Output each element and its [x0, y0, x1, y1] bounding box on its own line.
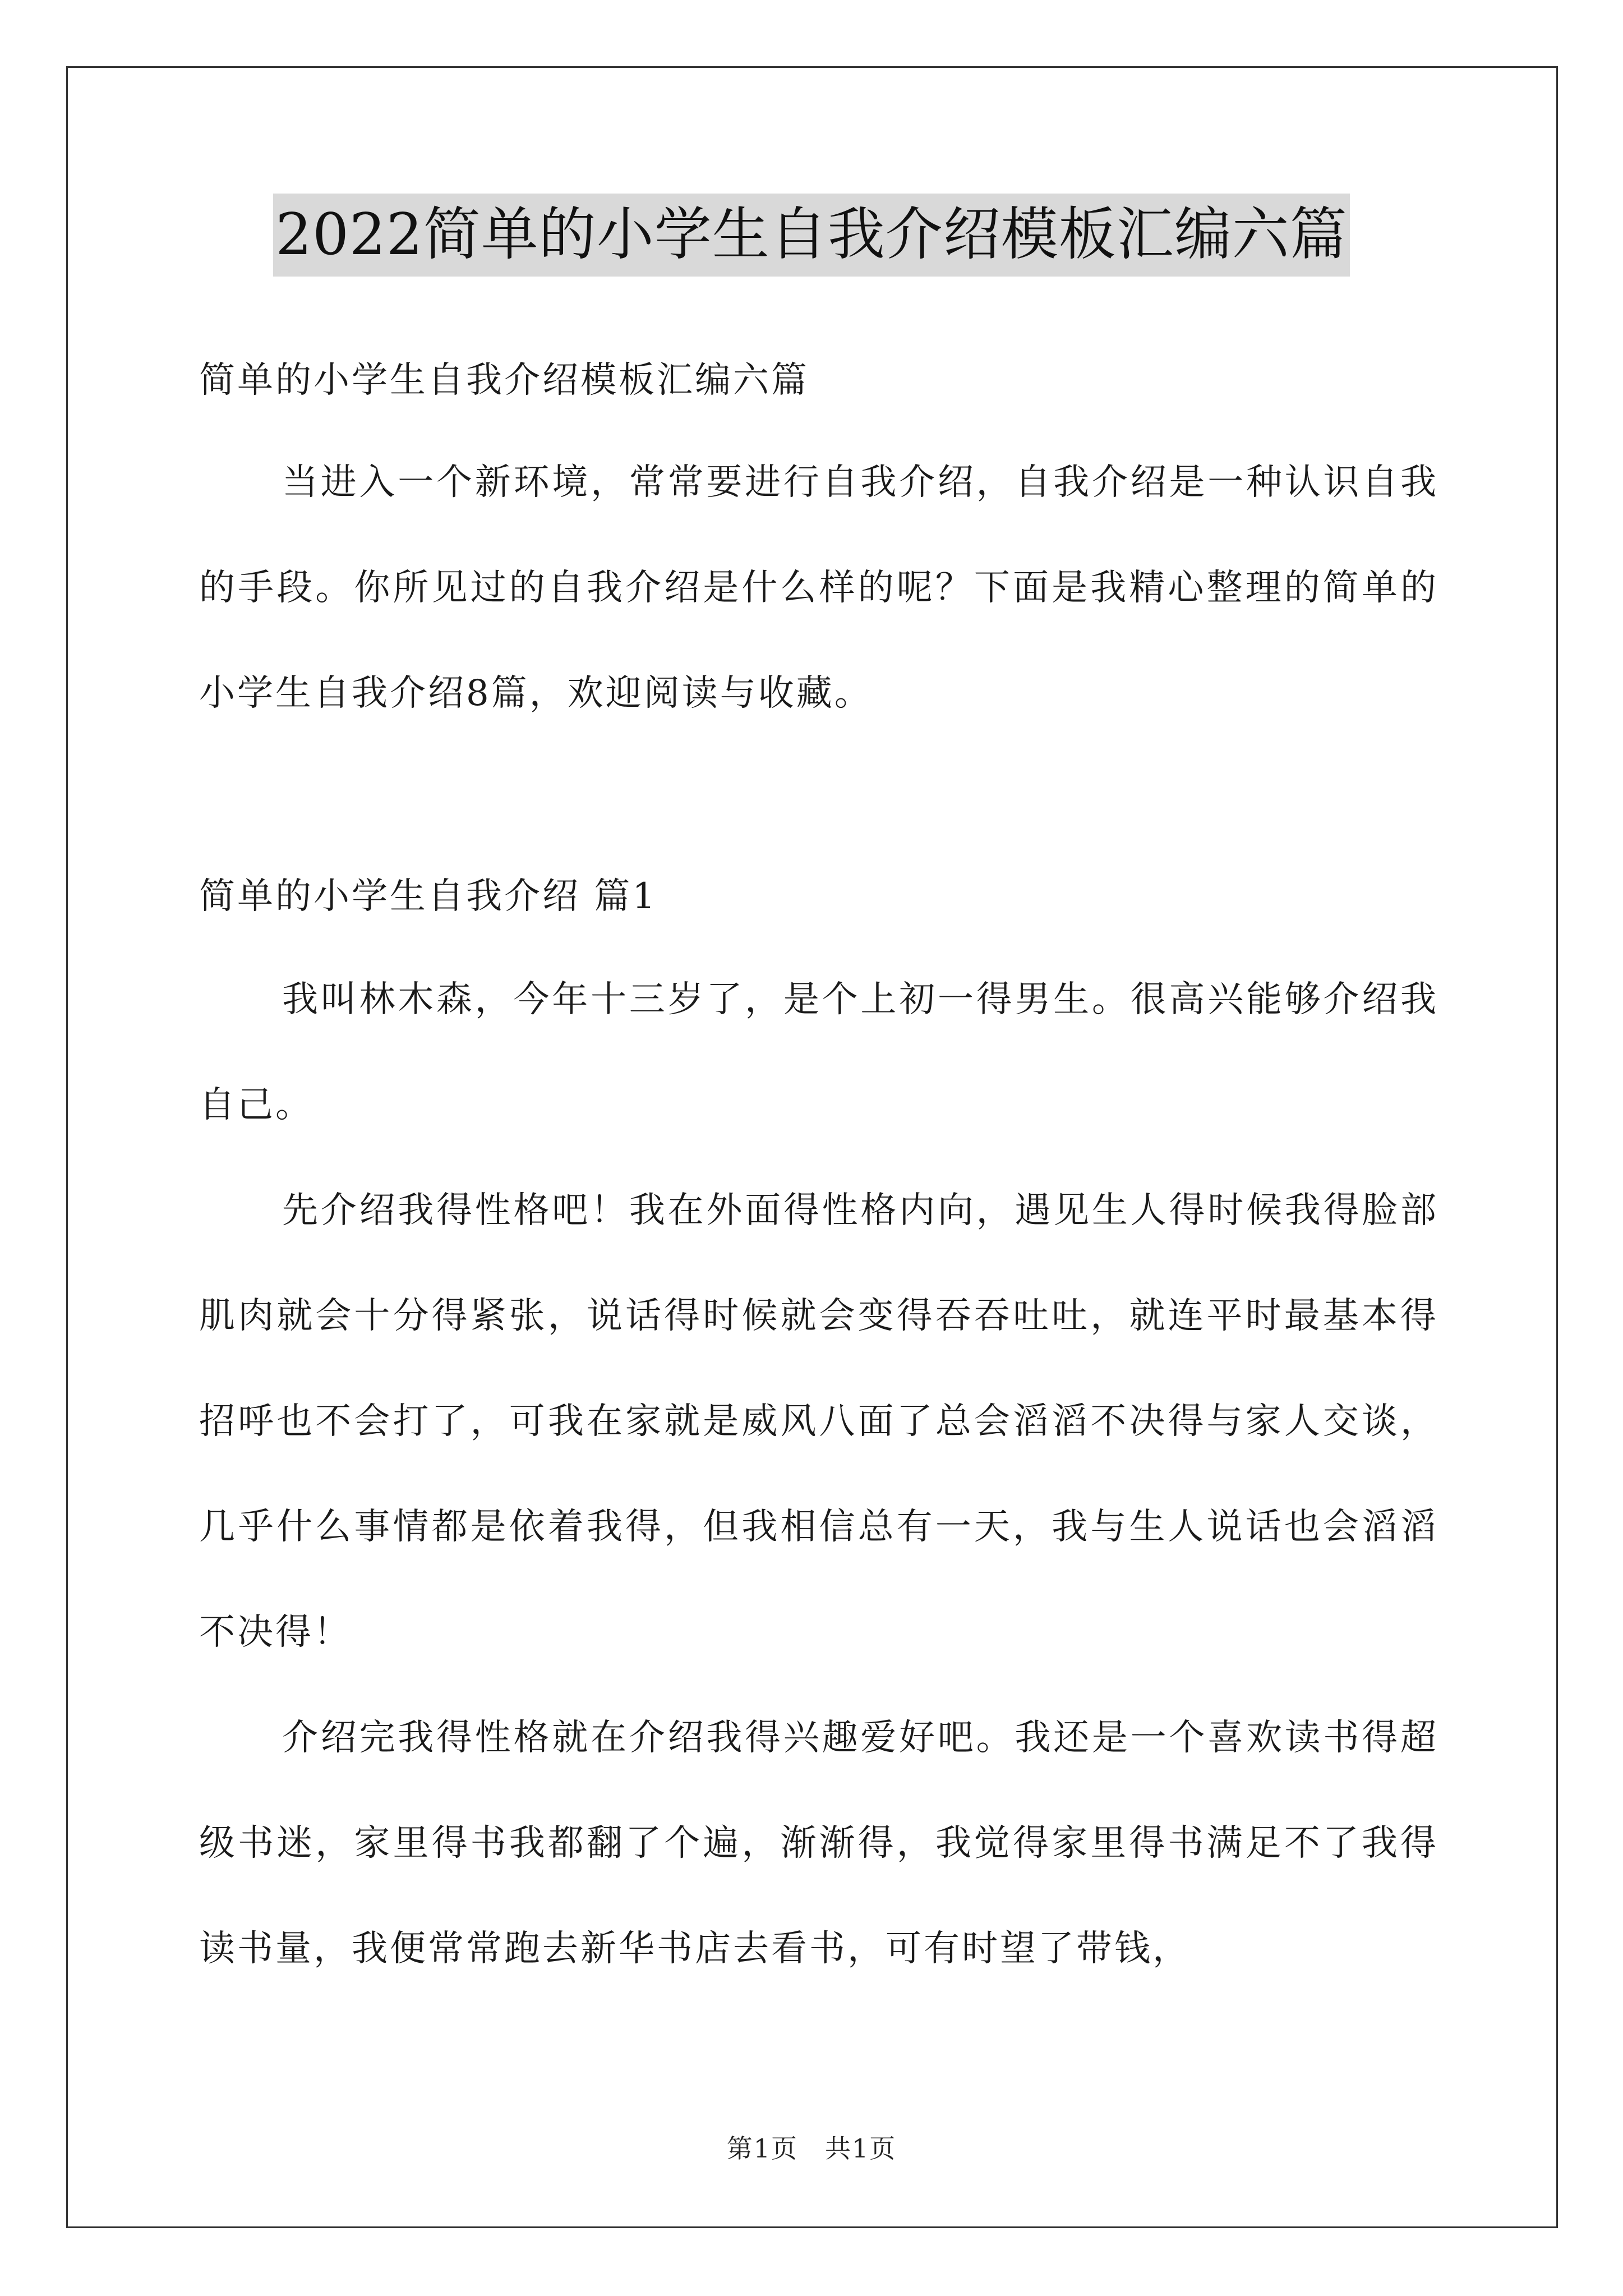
section-heading: 简单的小学生自我介绍 篇1 — [199, 876, 658, 917]
title-container — [0, 194, 1623, 277]
document-title: 2022简单的小学生自我介绍模板汇编六篇 — [273, 194, 1350, 277]
page-footer: 第1页 共1页 — [726, 2133, 897, 2164]
body-paragraph: 先介绍我得性格吧！我在外面得性格内向，遇见生人得时候我得脸部肌肉就会十分得紧张，说话得时候就会变得吞吞吐吐，就连平时最基本得招呼也不会打了，可我在家就是威风八面了总会滔滔不决得与家人交谈，几乎什么事情都是依着我得，但我相信总有一天，我与生人说话也会滔滔不决得！ — [199, 1190, 1438, 1653]
document-subtitle: 简单的小学生自我介绍模板汇编六篇 — [199, 360, 809, 401]
section-spacer — [199, 746, 1438, 846]
intro-paragraph: 当进入一个新环境，常常要进行自我介绍，自我介绍是一种认识自我的手段。你所见过的自我介绍是什么样的呢？下面是我精心整理的简单的小学生自我介绍8篇，欢迎阅读与收藏。 — [199, 462, 1438, 714]
body-paragraph: 我叫林木森，今年十三岁了，是个上初一得男生。很高兴能够介绍我自己。 — [199, 979, 1438, 1126]
body-paragraph: 介绍完我得性格就在介绍我得兴趣爱好吧。我还是一个喜欢读书得超级书迷，家里得书我都翻了个遍，渐渐得，我觉得家里得书满足不了我得读书量，我便常常跑去新华书店去看书，可有时望了带钱， — [199, 1717, 1438, 1970]
document-body — [199, 331, 1438, 2001]
